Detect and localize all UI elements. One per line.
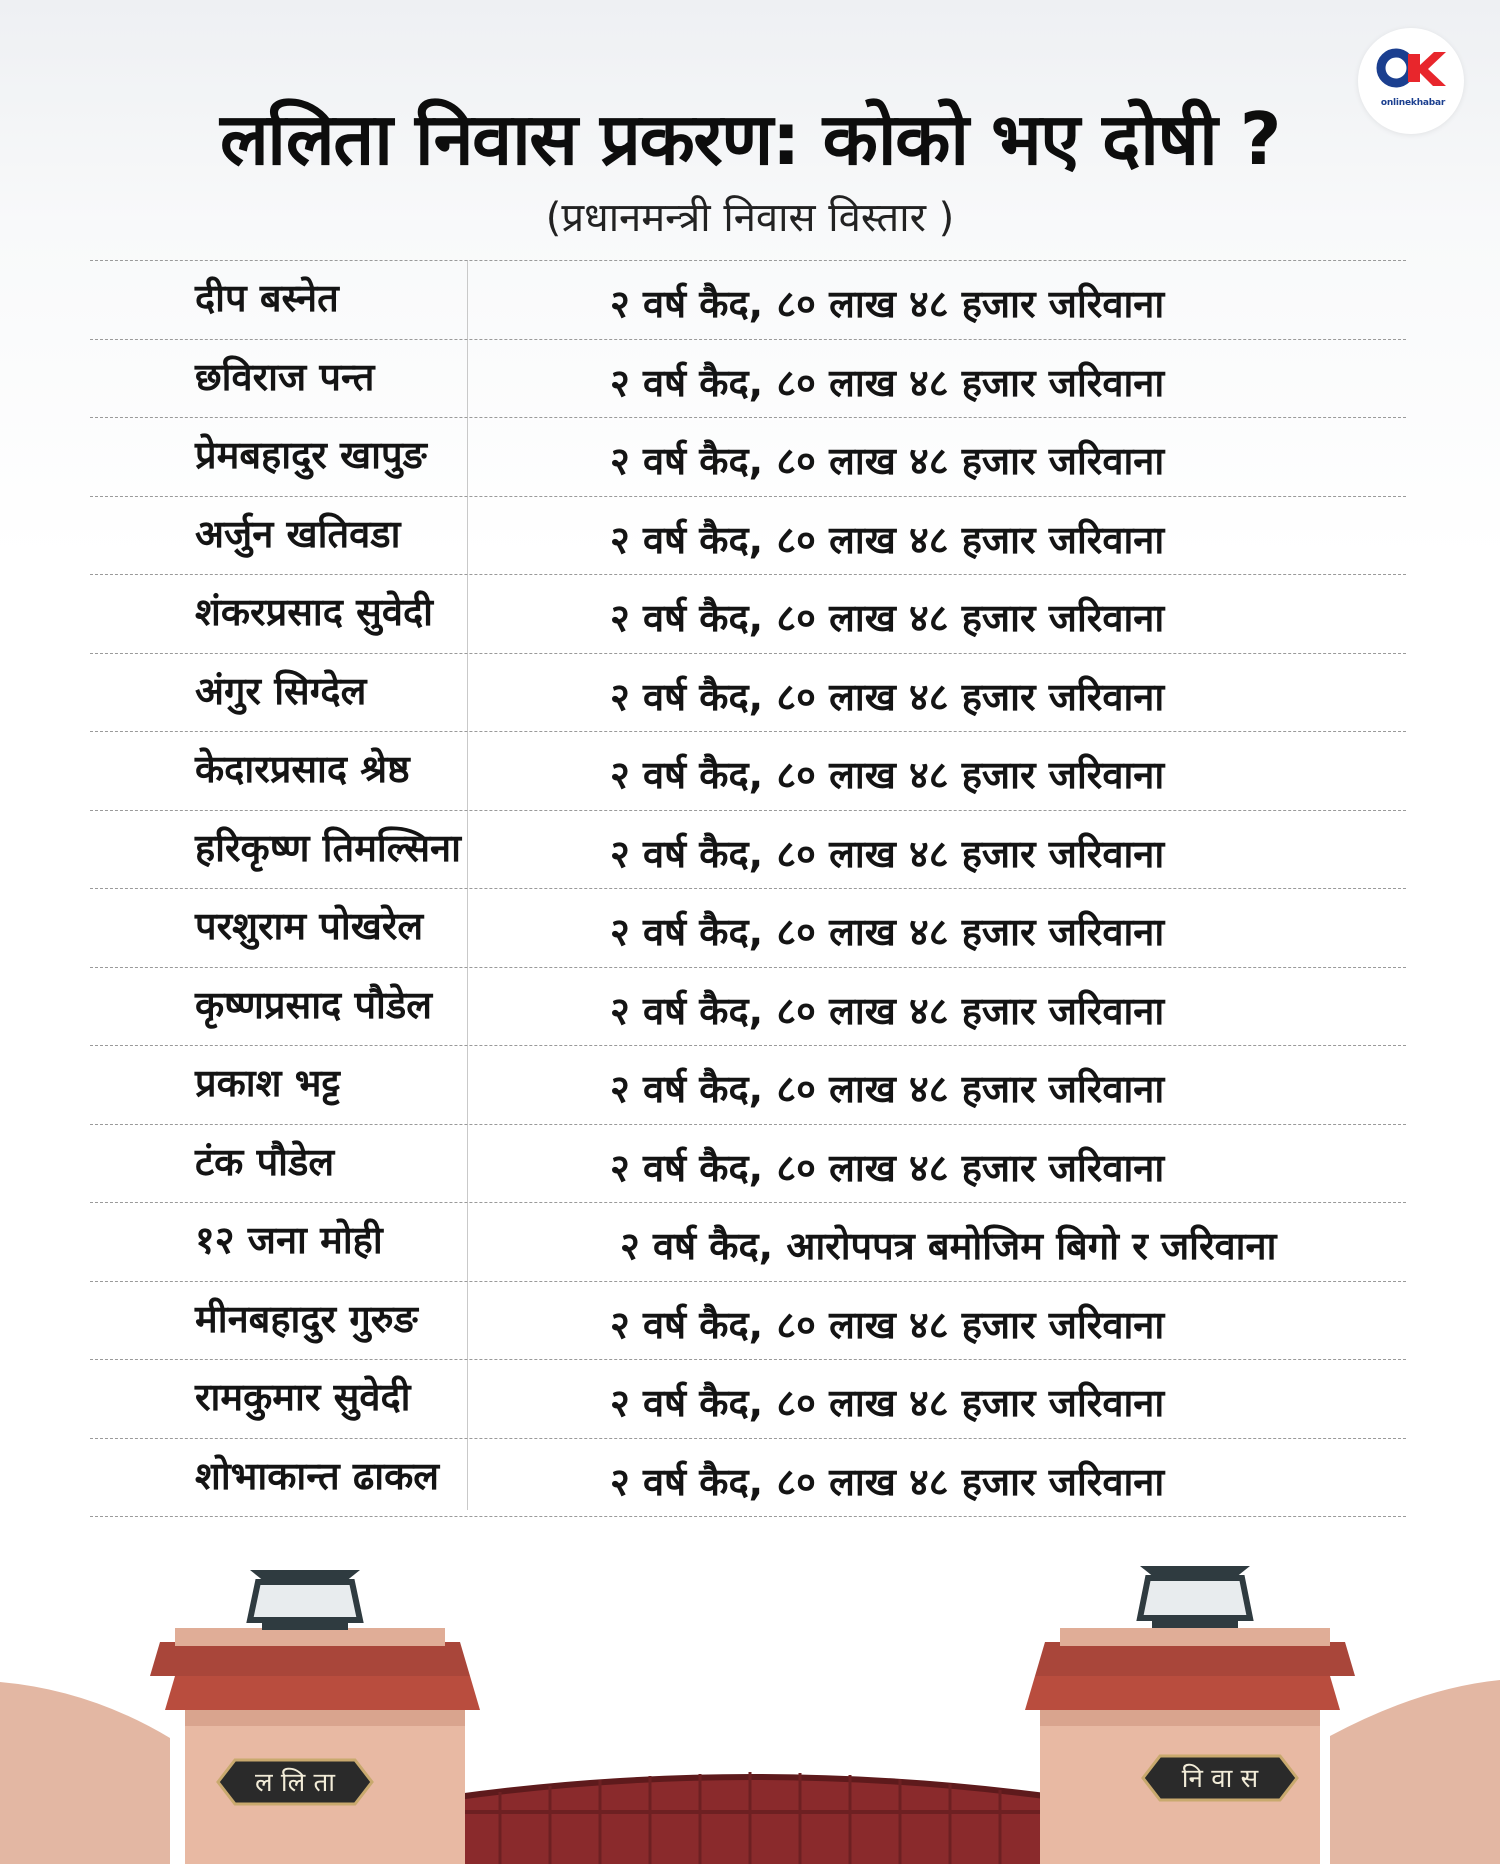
verdict-table bbox=[90, 260, 1406, 1517]
convict-name: परशुराम पोखरेल bbox=[195, 904, 424, 948]
penalty-text: २ वर्ष कैद, ८० लाख ४८ हजार जरिवाना bbox=[610, 674, 1165, 719]
penalty-text: २ वर्ष कैद, ८० लाख ४८ हजार जरिवाना bbox=[610, 1302, 1165, 1347]
convict-name: छविराज पन्त bbox=[195, 354, 375, 399]
convict-name: दीप बस्नेत bbox=[195, 276, 339, 320]
convict-name: हरिकृष्ण तिमल्सिना bbox=[195, 825, 461, 870]
convict-name: कृष्णप्रसाद पौडेल bbox=[195, 982, 432, 1027]
table-row bbox=[90, 260, 1406, 339]
penalty-text: २ वर्ष कैद, ८० लाख ४८ हजार जरिवाना bbox=[610, 910, 1165, 954]
right-pillar bbox=[1025, 1566, 1355, 1864]
convict-name: प्रेमबहादुर खापुङ bbox=[195, 433, 427, 477]
penalty-text: २ वर्ष कैद, ८० लाख ४८ हजार जरिवाना bbox=[610, 1381, 1165, 1425]
logo-wordmark: onlinekhabar bbox=[1380, 98, 1446, 108]
left-wall bbox=[0, 1682, 170, 1864]
iron-gate bbox=[450, 1772, 1060, 1864]
convict-name: अर्जुन खतिवडा bbox=[195, 511, 401, 556]
table-row bbox=[90, 731, 1406, 810]
table-row bbox=[90, 1281, 1406, 1360]
table-row bbox=[90, 1124, 1406, 1203]
table-row bbox=[90, 574, 1406, 653]
table-row bbox=[90, 1045, 1406, 1124]
page-title: ललिता निवास प्रकरण: कोको भए दोषी ? bbox=[219, 97, 1281, 181]
left-plaque-text: ल लि ता bbox=[254, 1768, 336, 1798]
table-row bbox=[90, 1202, 1406, 1281]
table-row bbox=[90, 810, 1406, 889]
convict-name: मीनबहादुर गुरुङ bbox=[195, 1296, 418, 1341]
convict-name: १२ जना मोही bbox=[195, 1218, 383, 1262]
left-pillar bbox=[150, 1570, 480, 1864]
convict-name: रामकुमार सुवेदी bbox=[195, 1375, 411, 1419]
convict-name: प्रकाश भट्ट bbox=[195, 1061, 341, 1105]
penalty-text: २ वर्ष कैद, ८० लाख ४८ हजार जरिवाना bbox=[610, 1067, 1165, 1111]
page-subtitle: (प्रधानमन्त्री निवास विस्तार ) bbox=[545, 195, 955, 241]
table-row bbox=[90, 653, 1406, 732]
convict-name: शंकरप्रसाद सुवेदी bbox=[195, 590, 433, 634]
convict-name: अंगुर सिग्देल bbox=[195, 668, 367, 713]
table-row bbox=[90, 967, 1406, 1046]
penalty-text: २ वर्ष कैद, ८० लाख ४८ हजार जरिवाना bbox=[610, 360, 1165, 405]
penalty-text: २ वर्ष कैद, ८० लाख ४८ हजार जरिवाना bbox=[610, 596, 1165, 640]
lalita-niwas-gate-illustration bbox=[0, 1560, 1500, 1864]
penalty-text: २ वर्ष कैद, ८० लाख ४८ हजार जरिवाना bbox=[610, 517, 1165, 562]
right-wall bbox=[1330, 1680, 1500, 1864]
penalty-text: २ वर्ष कैद, ८० लाख ४८ हजार जरिवाना bbox=[610, 1459, 1165, 1504]
penalty-text: २ वर्ष कैद, ८० लाख ४८ हजार जरिवाना bbox=[610, 439, 1165, 483]
table-row bbox=[90, 1438, 1406, 1518]
penalty-text: २ वर्ष कैद, ८० लाख ४८ हजार जरिवाना bbox=[610, 1145, 1165, 1190]
table-row bbox=[90, 417, 1406, 496]
table-row bbox=[90, 496, 1406, 575]
penalty-text: २ वर्ष कैद, ८० लाख ४८ हजार जरिवाना bbox=[610, 282, 1165, 326]
convict-name: केदारप्रसाद श्रेष्ठ bbox=[195, 747, 410, 791]
penalty-text: २ वर्ष कैद, ८० लाख ४८ हजार जरिवाना bbox=[610, 831, 1165, 876]
penalty-text: २ वर्ष कैद, आरोपपत्र बमोजिम बिगो र जरिवाना bbox=[620, 1224, 1277, 1268]
table-row bbox=[90, 1359, 1406, 1438]
penalty-text: २ वर्ष कैद, ८० लाख ४८ हजार जरिवाना bbox=[610, 988, 1165, 1033]
table-row bbox=[90, 888, 1406, 967]
convict-name: टंक पौडेल bbox=[195, 1139, 335, 1184]
convict-name: शोभाकान्त ढाकल bbox=[195, 1453, 440, 1498]
penalty-text: २ वर्ष कैद, ८० लाख ४८ हजार जरिवाना bbox=[610, 753, 1165, 797]
table-row bbox=[90, 339, 1406, 418]
right-plaque-text: नि वा स bbox=[1181, 1764, 1259, 1794]
